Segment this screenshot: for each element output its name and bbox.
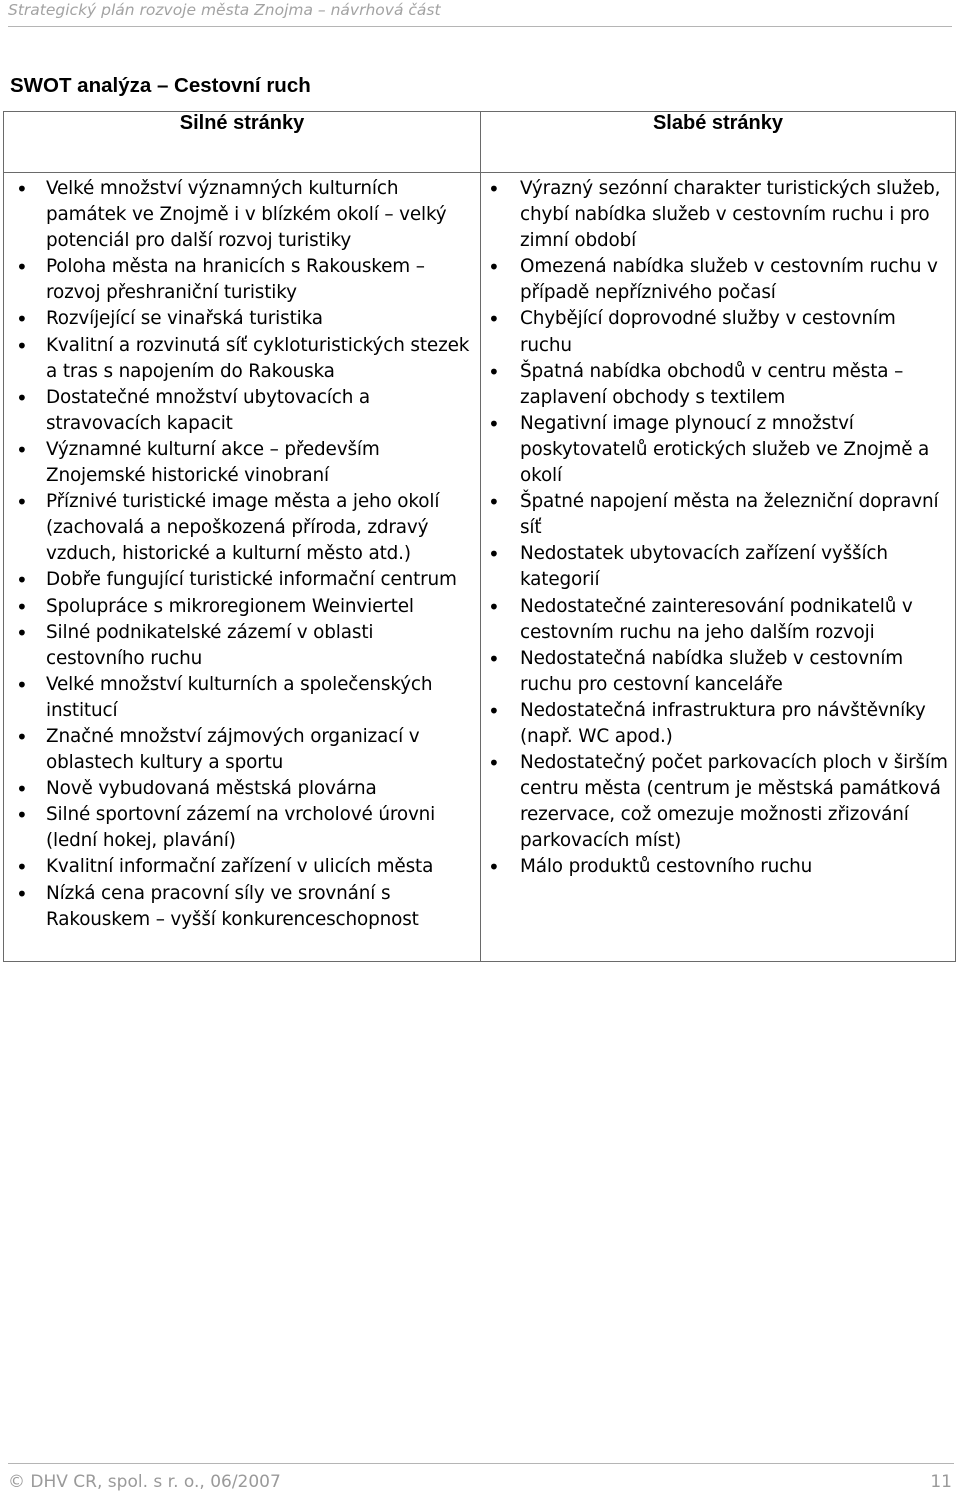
bullet-icon: • xyxy=(16,881,28,906)
strength-item-text: Silné sportovní zázemí na vrcholové úrovni (lední hokej, plavání) xyxy=(46,804,436,852)
weakness-item xyxy=(481,489,955,541)
bullet-icon: • xyxy=(488,177,500,201)
footer-copyright: © DHV CR, spol. s r. o., 06/2007 xyxy=(8,1472,281,1492)
weakness-item xyxy=(481,541,955,593)
strength-item-text: Dobře fungující turistické informační centrum xyxy=(46,569,457,591)
weaknesses-list xyxy=(481,176,955,881)
bullet-icon: • xyxy=(16,307,28,332)
running-header-title: Strategický plán rozvoje města Znojma – návrhová část xyxy=(8,1,441,19)
running-header xyxy=(8,0,952,27)
bullet-icon: • xyxy=(16,724,28,749)
bullet-icon: • xyxy=(16,777,28,802)
bullet-icon: • xyxy=(16,568,28,593)
weakness-item xyxy=(481,176,955,254)
weakness-item xyxy=(481,854,955,880)
bullet-icon: • xyxy=(488,411,500,436)
strength-item xyxy=(4,333,480,385)
strength-item xyxy=(4,854,480,880)
strength-item-text: Nově vybudovaná městská plovárna xyxy=(46,778,377,800)
bullet-icon: • xyxy=(16,620,28,645)
strength-item xyxy=(4,724,480,776)
bullet-icon: • xyxy=(488,490,500,515)
weakness-item xyxy=(481,411,955,489)
strengths-list xyxy=(4,176,480,933)
weakness-item xyxy=(481,359,955,411)
strength-item xyxy=(4,306,480,332)
strength-item xyxy=(4,385,480,437)
strength-item xyxy=(4,176,480,254)
bullet-icon: • xyxy=(488,255,500,280)
strength-item-text: Velké množství významných kulturních památek ve Znojmě i v blízkém okolí – velký potenciál pro další rozvoj turistiky xyxy=(46,178,447,252)
bullet-icon: • xyxy=(16,672,28,697)
strength-item-text: Značné množství zájmových organizací v oblastech kultury a sportu xyxy=(46,725,420,774)
weakness-item xyxy=(481,698,955,750)
bullet-icon: • xyxy=(16,437,28,462)
swot-header-row xyxy=(4,112,956,173)
bullet-icon: • xyxy=(488,359,500,384)
weakness-item xyxy=(481,750,955,854)
strength-item xyxy=(4,620,480,672)
strength-item-text: Nízká cena pracovní síly ve srovnání s Rakouskem – vyšší konkurenceschopnost xyxy=(46,882,419,930)
weakness-item-text: Omezená nabídka služeb v cestovním ruchu v případě nepříznivého počasí xyxy=(520,256,938,304)
strength-item-text: Příznivé turistické image města a jeho okolí (zachovalá a nepoškozená příroda, zdravý vzduch, historické a kulturní město atd.) xyxy=(46,491,440,565)
strength-item-text: Kvalitní a rozvinutá síť cykloturistických stezek a tras s napojením do Rakouska xyxy=(46,334,470,382)
bullet-icon: • xyxy=(16,803,28,828)
swot-table xyxy=(3,111,956,962)
strength-item-text: Silné podnikatelské zázemí v oblasti cestovního ruchu xyxy=(46,621,374,669)
bullet-icon: • xyxy=(16,255,28,280)
bullet-icon: • xyxy=(488,307,500,332)
weaknesses-header: Slabé stránky xyxy=(481,112,956,173)
bullet-icon: • xyxy=(16,855,28,880)
strength-item xyxy=(4,881,480,933)
weakness-item-text: Nedostatečný počet parkovacích ploch v širším centru města (centrum je městská památková rezervace, což omezuje možnosti zřizování parkovacích míst) xyxy=(520,752,948,852)
strength-item-text: Rozvíjející se vinařská turistika xyxy=(46,308,323,330)
weaknesses-cell xyxy=(481,173,956,962)
page-footer xyxy=(8,1463,954,1498)
weakness-item xyxy=(481,306,955,358)
weakness-item-text: Chybějící doprovodné služby v cestovním ruchu xyxy=(520,308,896,356)
section-title: SWOT analýza – Cestovní ruch xyxy=(10,74,311,97)
bullet-icon: • xyxy=(488,751,500,776)
strength-item-text: Spolupráce s mikroregionem Weinviertel xyxy=(46,595,414,617)
strength-item-text: Velké množství kulturních a společenských institucí xyxy=(46,673,433,721)
strength-item-text: Kvalitní informační zařízení v ulicích města xyxy=(46,856,434,878)
weakness-item-text: Málo produktů cestovního ruchu xyxy=(520,856,813,878)
weakness-item-text: Špatné napojení města na železniční dopravní síť xyxy=(520,491,939,539)
strength-item-text: Poloha města na hranicích s Rakouskem – rozvoj přeshraniční turistiky xyxy=(46,256,425,304)
bullet-icon: • xyxy=(488,855,500,880)
weakness-item xyxy=(481,254,955,306)
weakness-item xyxy=(481,646,955,698)
weakness-item xyxy=(481,594,955,646)
weakness-item-text: Nedostatečná infrastruktura pro návštěvníky (např. WC apod.) xyxy=(520,699,926,747)
strength-item xyxy=(4,594,480,620)
bullet-icon: • xyxy=(16,490,28,515)
strengths-cell xyxy=(4,173,481,962)
bullet-icon: • xyxy=(16,177,28,201)
strength-item xyxy=(4,802,480,854)
weakness-item-text: Nedostatečná nabídka služeb v cestovním ruchu pro cestovní kanceláře xyxy=(520,647,904,695)
page-number: 11 xyxy=(930,1472,952,1492)
bullet-icon: • xyxy=(16,333,28,358)
bullet-icon: • xyxy=(488,646,500,671)
weakness-item-text: Nedostatečné zainteresování podnikatelů v cestovním ruchu na jeho dalším rozvoji xyxy=(520,595,913,643)
strength-item-text: Významné kulturní akce – především Znojemské historické vinobraní xyxy=(46,438,380,487)
bullet-icon: • xyxy=(488,698,500,723)
bullet-icon: • xyxy=(488,542,500,567)
strengths-header: Silné stránky xyxy=(4,112,481,173)
weakness-item-text: Nedostatek ubytovacích zařízení vyšších kategorií xyxy=(520,543,888,591)
strength-item xyxy=(4,489,480,567)
strength-item-text: Dostatečné množství ubytovacích a stravovacích kapacit xyxy=(46,386,371,434)
strength-item xyxy=(4,776,480,802)
strength-item xyxy=(4,672,480,724)
swot-body-row xyxy=(4,173,956,962)
strength-item xyxy=(4,254,480,306)
weakness-item-text: Špatná nabídka obchodů v centru města – zaplavení obchody s textilem xyxy=(520,360,904,408)
bullet-icon: • xyxy=(16,594,28,619)
strength-item xyxy=(4,437,480,489)
bullet-icon: • xyxy=(488,594,500,619)
strength-item xyxy=(4,567,480,593)
weakness-item-text: Negativní image plynoucí z množství poskytovatelů erotických služeb ve Znojmě a okolí xyxy=(520,412,930,487)
weakness-item-text: Výrazný sezónní charakter turistických služeb, chybí nabídka služeb v cestovním ruchu i pro zimní období xyxy=(520,178,941,252)
bullet-icon: • xyxy=(16,385,28,410)
